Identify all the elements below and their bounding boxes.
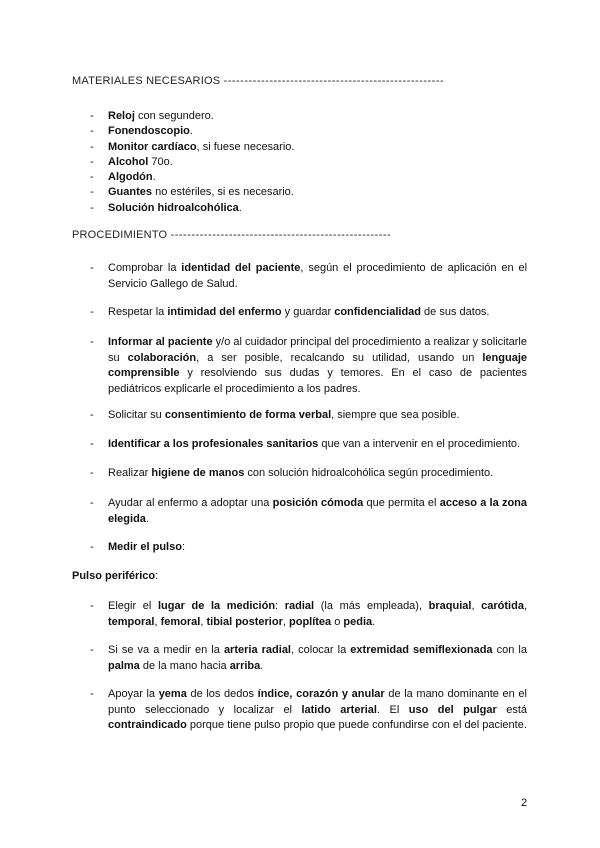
peripheral-pulse-heading: Pulso periférico:	[72, 570, 159, 582]
list-item: - Alcohol 70o.	[90, 155, 173, 168]
list-item: - Algodón.	[90, 171, 156, 184]
procedure-step-privacy: - Respetar la intimidad del enfermo y guardar confidencialidad de sus datos.	[90, 306, 490, 318]
page-number: 2	[521, 797, 528, 809]
procedure-heading	[72, 229, 532, 241]
list-item: - Reloj con segundero.	[90, 110, 214, 122]
list-item: - Monitor cardíaco, si fuese necesario.	[90, 140, 295, 153]
procedure-step-hand-hygiene: - Realizar higiene de manos con solución hidroalcohólica según procedimiento.	[90, 467, 494, 479]
list-item: - Solución hidroalcohólica.	[90, 201, 242, 214]
pulse-step-fingers: - Apoyar la yema de los dedos índice, corazón y anular de la mano dominante en el punto seleccionado y localizar el latido arterial. El uso del pulgar está contraindicado porque tiene pulso propio que puede confundirse con el del paciente.	[90, 688, 527, 731]
pulse-step-radial: - Si se va a medir en la arteria radial, colocar la extremidad semiflexionada con la palma de la mano hacia arriba.	[90, 644, 527, 672]
materials-heading	[72, 75, 532, 87]
list-item: - Fonendoscopio.	[90, 125, 193, 138]
procedure-step-measure-pulse: - Medir el pulso:	[90, 541, 186, 553]
materials-heading-rule: -----------------------------------------------------	[223, 75, 445, 87]
procedure-step-professionals: - Identificar a los profesionales sanitarios que van a intervenir en el procedimiento.	[90, 438, 521, 450]
materials-heading-label: MATERIALES NECESARIOS	[72, 75, 221, 87]
procedure-heading-label: PROCEDIMIENTO	[72, 229, 168, 241]
procedure-step-position: - Ayudar al enfermo a adoptar una posición cómoda que permita el acceso a la zona elegida.	[90, 497, 527, 525]
materials-list	[90, 109, 294, 216]
list-item: - Guantes no estériles, si es necesario.	[90, 186, 294, 199]
procedure-step-identity: - Comprobar la identidad del paciente, según el procedimiento de aplicación en el Servicio Gallego de Salud.	[90, 262, 528, 290]
procedure-heading-rule: -----------------------------------------------------	[170, 229, 392, 241]
procedure-step-inform: - Informar al paciente y/o al cuidador principal del procedimiento a realizar y solicitarle su colaboración, a ser posible, recalcando su utilidad, usando un lenguaje comprensible y resolviendo sus dudas y temores. En el caso de pacientes pediátricos explicarle el procedimiento a los padres.	[90, 336, 527, 395]
procedure-step-consent: - Solicitar su consentimiento de forma verbal, siempre que sea posible.	[90, 409, 460, 421]
pulse-step-location: - Elegir el lugar de la medición: radial (la más empleada), braquial, carótida, temporal, femoral, tibial posterior, poplítea o pedia.	[90, 600, 527, 628]
